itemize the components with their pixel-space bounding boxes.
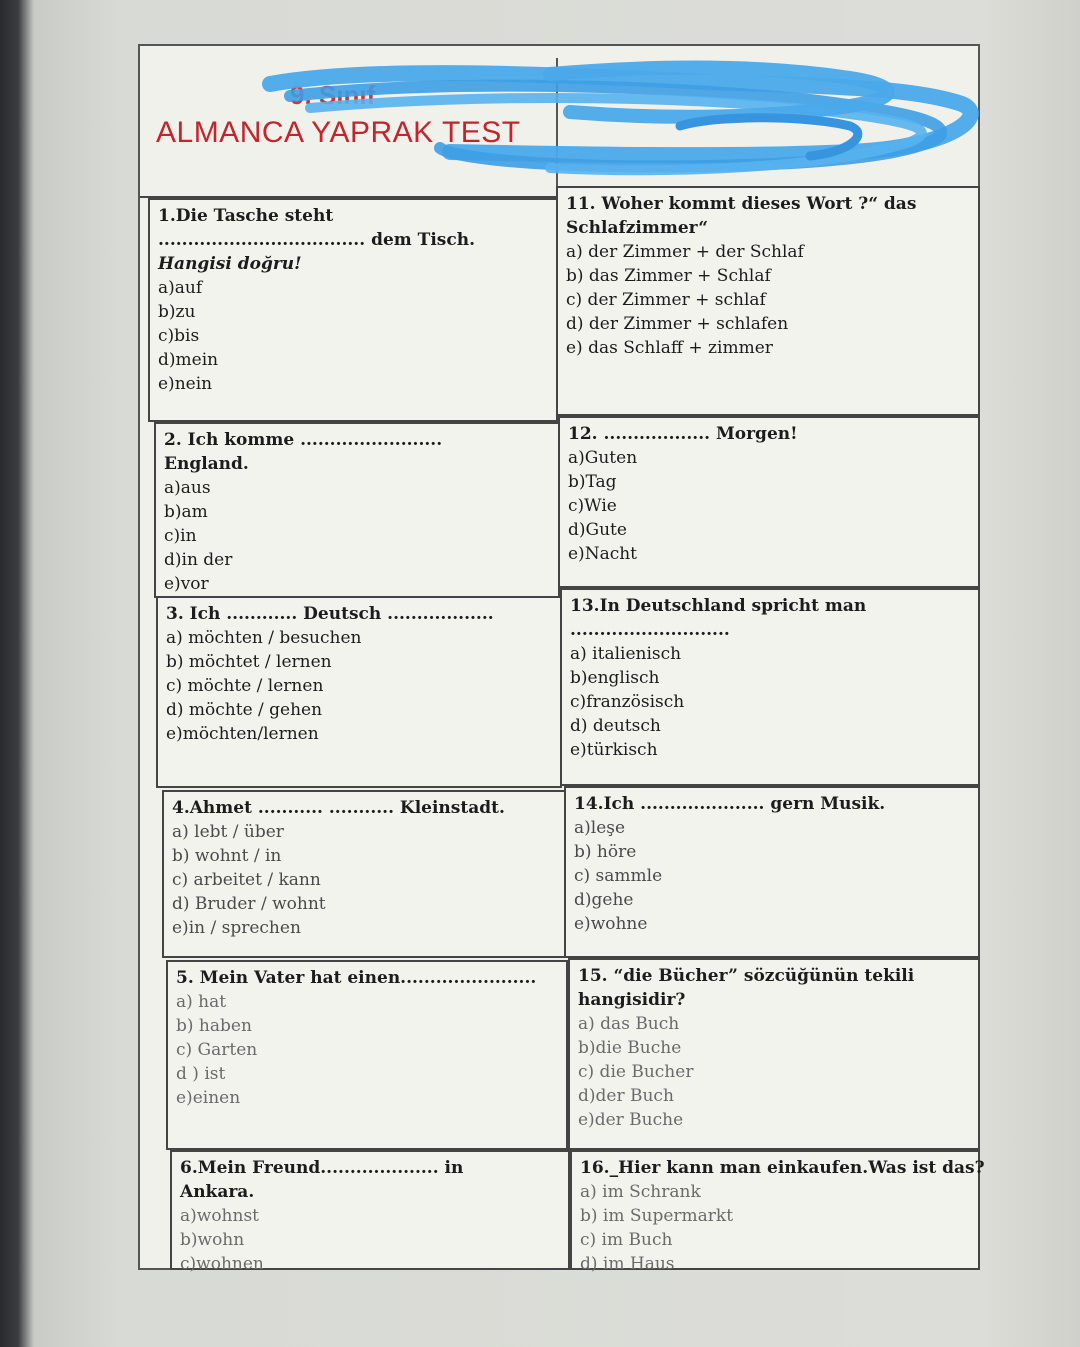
option-6a: a)wohnst bbox=[180, 1206, 260, 1226]
option-12a: a)Guten bbox=[568, 448, 638, 468]
option-14e: e)wohne bbox=[574, 914, 648, 934]
option-14c: c) sammle bbox=[574, 866, 663, 886]
question-14-line1: 14.Ich ..................... gern Musik. bbox=[574, 794, 886, 814]
option-11e: e) das Schlaff + zimmer bbox=[566, 338, 773, 358]
option-16b: b) im Supermarkt bbox=[580, 1206, 734, 1226]
question-15-line2: hangisidir? bbox=[578, 990, 686, 1010]
option-16d: d) im Haus bbox=[580, 1254, 675, 1274]
redaction-scribble-icon bbox=[250, 56, 980, 186]
option-1a: a)auf bbox=[158, 278, 203, 298]
option-5b: b) haben bbox=[176, 1016, 252, 1036]
option-1d: d)mein bbox=[158, 350, 219, 370]
option-16c: c) im Buch bbox=[580, 1230, 673, 1250]
question-4-line1: 4.Ahmet ........... ........... Kleinstadt. bbox=[172, 798, 505, 818]
option-2c: c)in bbox=[164, 526, 197, 546]
option-2e: e)vor bbox=[164, 574, 209, 594]
option-13c: c)französisch bbox=[570, 692, 685, 712]
question-14-cell bbox=[564, 786, 980, 958]
question-2-line2: England. bbox=[164, 454, 249, 474]
option-13d: d) deutsch bbox=[570, 716, 661, 736]
test-title: ALMANCA YAPRAK TEST bbox=[156, 116, 521, 149]
option-16a: a) im Schrank bbox=[580, 1182, 701, 1202]
question-13-cell bbox=[560, 588, 980, 786]
question-11-line2: Schlafzimmer“ bbox=[566, 218, 709, 238]
question-15-cell bbox=[568, 958, 980, 1150]
option-12e: e)Nacht bbox=[568, 544, 638, 564]
option-14a: a)leşe bbox=[574, 818, 626, 838]
option-4d: d) Bruder / wohnt bbox=[172, 894, 326, 914]
option-1b: b)zu bbox=[158, 302, 196, 322]
option-12b: b)Tag bbox=[568, 472, 617, 492]
option-12c: c)Wie bbox=[568, 496, 617, 516]
option-2a: a)aus bbox=[164, 478, 211, 498]
question-4-cell bbox=[162, 790, 566, 958]
option-11b: b) das Zimmer + Schlaf bbox=[566, 266, 771, 286]
option-11c: c) der Zimmer + schlaf bbox=[566, 290, 766, 310]
question-13-line2: ........................... bbox=[570, 620, 730, 640]
question-6-line1: 6.Mein Freund.................... in bbox=[180, 1158, 464, 1178]
option-4e: e)in / sprechen bbox=[172, 918, 301, 938]
option-14d: d)gehe bbox=[574, 890, 634, 910]
option-15e: e)der Buche bbox=[578, 1110, 684, 1130]
question-15-line1: 15. “die Bücher” sözcüğünün tekili bbox=[578, 966, 915, 986]
option-11a: a) der Zimmer + der Schlaf bbox=[566, 242, 804, 262]
question-11-line1: 11. Woher kommt dieses Wort ?“ das bbox=[566, 194, 917, 214]
option-15c: c) die Bucher bbox=[578, 1062, 694, 1082]
option-6b: b)wohn bbox=[180, 1230, 245, 1250]
question-2-cell bbox=[154, 422, 560, 598]
option-3c: c) möchte / lernen bbox=[166, 676, 324, 696]
question-12-cell bbox=[558, 416, 980, 588]
question-6-line2: Ankara. bbox=[180, 1182, 255, 1202]
question-16-cell bbox=[570, 1150, 985, 1274]
question-5-line1: 5. Mein Vater hat einen....................... bbox=[176, 968, 537, 988]
option-4a: a) lebt / über bbox=[172, 822, 284, 842]
option-11d: d) der Zimmer + schlafen bbox=[566, 314, 789, 334]
option-5c: c) Garten bbox=[176, 1040, 258, 1060]
question-3-line1: 3. Ich ............ Deutsch .................. bbox=[166, 604, 494, 624]
option-13a: a) italienisch bbox=[570, 644, 682, 664]
option-15a: a) das Buch bbox=[578, 1014, 680, 1034]
option-6c: c)wohnen bbox=[180, 1254, 264, 1274]
option-3b: b) möchtet / lernen bbox=[166, 652, 332, 672]
option-13e: e)türkisch bbox=[570, 740, 658, 760]
question-5-cell bbox=[166, 960, 568, 1150]
question-1-line2: ................................... dem Tisch. bbox=[158, 230, 475, 250]
worksheet-header bbox=[140, 46, 980, 198]
option-5a: a) hat bbox=[176, 992, 227, 1012]
option-15d: d)der Buch bbox=[578, 1086, 674, 1106]
question-6-cell bbox=[170, 1150, 570, 1274]
option-1e: e)nein bbox=[158, 374, 213, 394]
grade-label: 9. Sınıf bbox=[290, 80, 376, 110]
option-1c: c)bis bbox=[158, 326, 200, 346]
option-3a: a) möchten / besuchen bbox=[166, 628, 362, 648]
worksheet bbox=[138, 44, 985, 1274]
option-3e: e)möchten/lernen bbox=[166, 724, 319, 744]
option-5e: e)einen bbox=[176, 1088, 241, 1108]
question-2-line1: 2. Ich komme ........................ bbox=[164, 430, 443, 450]
option-2d: d)in der bbox=[164, 550, 233, 570]
option-2b: b)am bbox=[164, 502, 208, 522]
option-14b: b) höre bbox=[574, 842, 637, 862]
question-12-line1: 12. .................. Morgen! bbox=[568, 424, 798, 444]
option-5d: d ) ist bbox=[176, 1064, 226, 1084]
question-3-cell bbox=[156, 596, 562, 788]
question-1-cell bbox=[148, 198, 558, 422]
question-1-line1: 1.Die Tasche steht bbox=[158, 206, 334, 226]
option-13b: b)englisch bbox=[570, 668, 660, 688]
option-12d: d)Gute bbox=[568, 520, 627, 540]
question-16-line1: 16._Hier kann man einkaufen.Was ist das? bbox=[580, 1158, 985, 1178]
option-15b: b)die Buche bbox=[578, 1038, 682, 1058]
option-3d: d) möchte / gehen bbox=[166, 700, 323, 720]
question-11-cell bbox=[556, 186, 980, 416]
question-1-hint: Hangisi doğru! bbox=[158, 254, 302, 274]
option-4b: b) wohnt / in bbox=[172, 846, 282, 866]
question-13-line1: 13.In Deutschland spricht man bbox=[570, 596, 867, 616]
option-4c: c) arbeitet / kann bbox=[172, 870, 321, 890]
